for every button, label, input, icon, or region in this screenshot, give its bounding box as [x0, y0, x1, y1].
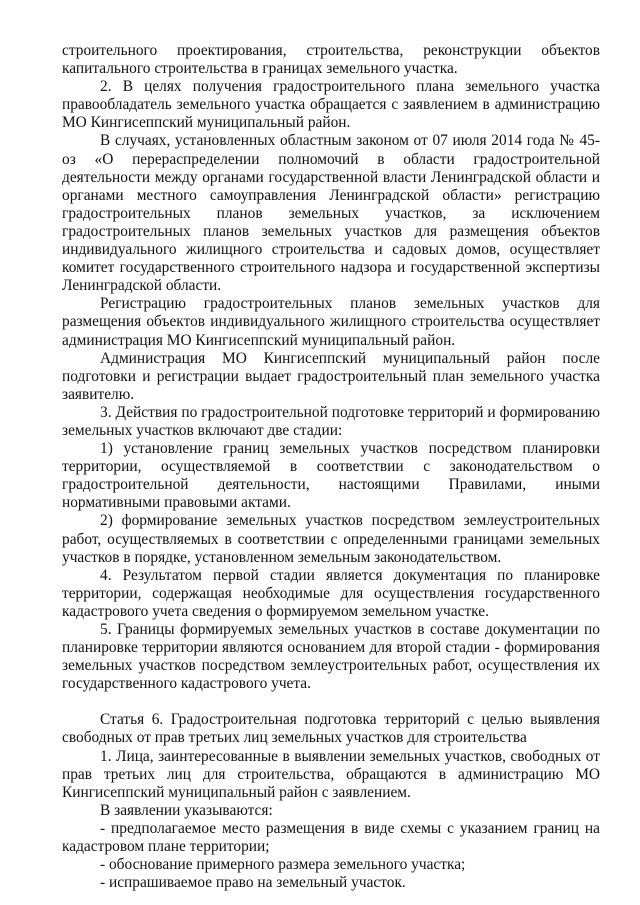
list-item-right: - испрашиваемое право на земельный участок.: [100, 874, 406, 892]
paragraph-item-2: 2. В целях получения градостроительного плана земельного участка правообладатель земельного участка обращается с заявлением в администрацию МО Кингисеппский муниципальный район.: [62, 78, 600, 132]
paragraph-registration: Регистрацию градостроительных планов земельных участков для размещения объектов индивидуального жилищного строительства осуществляет администрация МО Кингисеппский муниципальный район.: [62, 295, 600, 349]
paragraph-spacer: [62, 693, 600, 711]
list-item-location: - предполагаемое место размещения в виде схемы с указанием границ на кадастровом плане территории;: [62, 819, 600, 856]
paragraph-administration: Администрация МО Кингисеппский муниципальный район после подготовки и регистрации выдает градостроительный план земельного участка заявителю.: [62, 349, 600, 403]
paragraph-item-5: 5. Границы формируемых земельных участков в составе документации по планировке территории являются основанием для второй стадии - формирования земельных участков посредством землеустроительных работ, осуществления их государственного кадастрового учета.: [62, 621, 600, 693]
paragraph-regional-law: В случаях, установленных областным законом от 07 июля 2014 года № 45-оз «О перераспределении полномочий в области градостроительной деятельности между органами государственной власти Ленинградской области и органами местного самоуправления Ленинградской области» регистрацию градостроительных планов земельных участков, за исключением градостроительных планов земельных участков для размещения объектов индивидуального жилищного строительства и садовых домов, осуществляет комитет государственного строительного надзора и государственной экспертизы Ленинградской области.: [62, 132, 600, 295]
paragraph-item-3: 3. Действия по градостроительной подготовке территорий и формированию земельных участков включают две стадии:: [62, 403, 600, 439]
paragraph-continuation: строительного проектирования, строительства, реконструкции объектов капитального строительства в границах земельного участка.: [62, 42, 600, 78]
paragraph-article-6-item-1: 1. Лица, заинтересованные в выявлении земельных участков, свободных от прав третьих лиц для строительства, обращаются в администрацию МО Кингисеппский муниципальный район с заявлением.: [62, 747, 600, 801]
list-item-size: - обоснование примерного размера земельного участка;: [100, 856, 466, 874]
paragraph-stage-2: 2) формирование земельных участков посредством землеустроительных работ, осуществляемых в соответствии с определенными границами земельных участков в порядке, установленном земельным законодательством.: [62, 512, 600, 566]
paragraph-application-contents: В заявлении указываются:: [100, 801, 273, 819]
article-6-heading: Статья 6. Градостроительная подготовка территорий с целью выявления свободных от прав третьих лиц земельных участков для строительства: [62, 711, 600, 747]
document-body: [62, 42, 600, 892]
paragraph-stage-1: 1) установление границ земельных участков посредством планировки территории, осуществляемой в соответствии с законодательством о градостроительной деятельности, настоящими Правилами, иными нормативными правовыми актами.: [62, 440, 600, 512]
paragraph-item-4: 4. Результатом первой стадии является документация по планировке территории, содержащая необходимые для осуществления государственного кадастрового учета сведения о формируемом земельном участке.: [62, 566, 600, 620]
